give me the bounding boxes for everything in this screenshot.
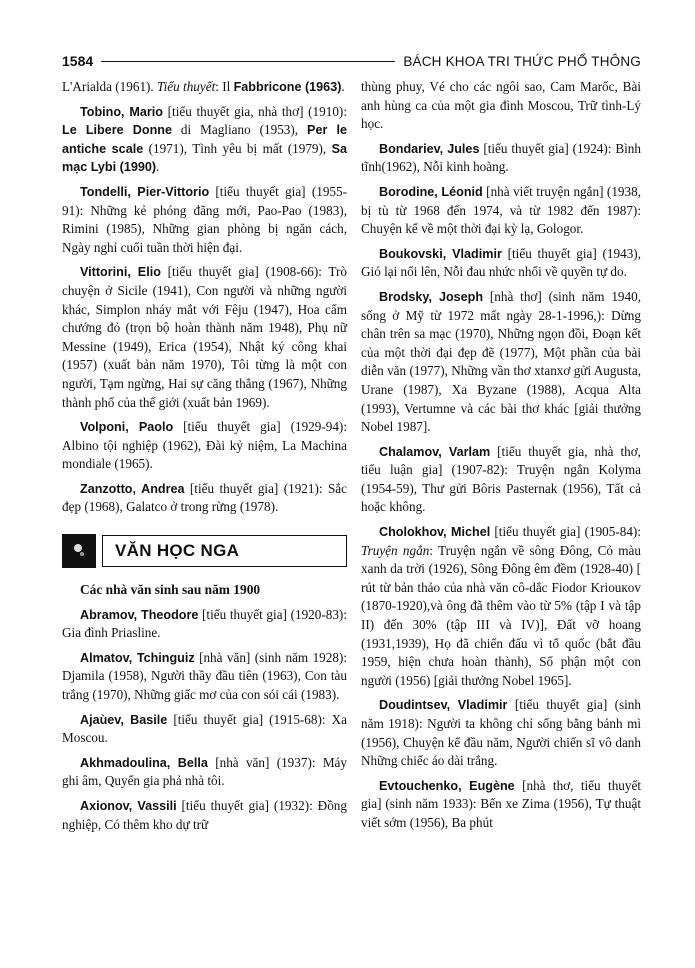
- entry-tondelli: Tondelli, Pier-Vittorio [tiểu thuyết gia] (1955-91): Những kẻ phóng đãng mới, Pao-Pao (1983), Rimini (1985), Những gian phòng bị ngăn cách, Ngày nghỉ cuối tuần thời hiện đại.: [62, 183, 347, 255]
- entry-brodsky: Brodsky, Joseph [nhà thơ] (sinh năm 1940, sống ở Mỹ từ 1972 mất ngày 28-1-1996,): Dừng chân trên sa mạc (1970), Những ngọn đồi, Đoạn kết của một thời đại đẹp đẽ (1977), Một phần của bài diễn văn (1977), Những vần thơ xtanxơ gửi Augusta, Urane (1987), Xa Byzane (1988), Acqua Alta (1993), Vertumne và các bài thơ khác [giải thưởng Nobel 1987].: [361, 288, 641, 435]
- author-name: Boukovski, Vladimir: [379, 246, 502, 261]
- entry-abramov: Abramov, Theodore [tiểu thuyết gia] (1920-83): Gia đình Priasline.: [62, 606, 347, 641]
- entry-ajaev: Ajaùev, Basile [tiểu thuyết gia] (1915-68): Xa Moscou.: [62, 711, 347, 746]
- entry-continuation: L'Arialda (1961). Tiểu thuyết: Il Fabbricone (1963).: [62, 79, 345, 94]
- entry-zanzotto: Zanzotto, Andrea [tiểu thuyết gia] (1921): Sắc đẹp (1968), Galatco ở trong rừng (1978).: [62, 480, 347, 515]
- entry-boukovski: Boukovski, Vladimir [tiểu thuyết gia] (1943), Gió lại nổi lên, Nỗi đau nhức nhối về quyền tự do.: [361, 245, 641, 280]
- author-name: Chalamov, Varlam: [379, 444, 491, 459]
- entry-bondariev: Bondariev, Jules [tiểu thuyết gia] (1924): Bình tĩnh(1962), Nỗi kinh hoàng.: [361, 140, 641, 175]
- author-name: Ajaùev, Basile: [80, 712, 168, 727]
- entry-volponi: Volponi, Paolo [tiểu thuyết gia] (1929-94): Albino tội nghiệp (1962), Đài kỷ niệm, La Machina mondiale (1965).: [62, 419, 347, 472]
- right-column: [361, 78, 641, 839]
- left-column: [62, 78, 347, 840]
- author-name: Cholokhov, Michel: [379, 525, 491, 540]
- author-name: Borodine, Léonid: [379, 184, 483, 199]
- author-name: Evtouchenko, Eugène: [379, 778, 515, 793]
- section-emblem-icon: [62, 534, 96, 568]
- entry-cholokhov: Cholokhov, Michel [tiểu thuyết gia] (1905-84): Truyện ngắn: Truyện ngắn về sông Đông, Cỏ màu xanh da trời (1926), Sông Đông êm đềm (1928-40) [ rút từ bản thảo của nhà văn cô-dắc Fiodor Kriouкov (1870-1920),và ông đã thêm vào từ 5% (tập I và tập II) đến 30% (tập III và IV)], Đất vỡ hoang (1931,1939), Họ đã chiến đấu vì tổ quốc (bắt đầu 1959, hiện chưa hoàn thành), Số phận một con người (1956) [giải thưởng Nobel 1965].: [361, 524, 641, 688]
- entry-vittorini: Vittorini, Elio [tiểu thuyết gia] (1908-66): Trò chuyện ở Sicile (1941), Con người và những người khác, Simplon nháy mắt với Fêju (1947), Hoa cẩm chướng đỏ (trọn bộ hoàn thành năm 1948), Phụ nữ Messine (1949), Erica (1954), Nhật ký công khai (1957) (xuất bản năm 1970), Tôi từng là một con người, Tạm ngừng, Hai sự căng thẳng (1967), Những thành phố của thế giới (xuất bản 1969).: [62, 264, 347, 410]
- subheading: Các nhà văn sinh sau năm 1900: [80, 582, 261, 598]
- entry-chalamov: Chalamov, Varlam [tiểu thuyết gia, nhà thơ, tiểu luận gia] (1907-82): Truyện ngắn Kolyma (1954-59), Thư gửi Bôris Pasternak (1956), Tất cả hoặc không.: [361, 443, 641, 515]
- author-name: Bondariev, Jules: [379, 141, 480, 156]
- section-heading: [62, 531, 347, 571]
- author-name: Brodsky, Joseph: [379, 289, 484, 304]
- author-name: Zanzotto, Andrea: [80, 481, 185, 496]
- author-name: Axionov, Vassili: [80, 799, 177, 813]
- header-rule: [101, 61, 395, 62]
- page-number: 1584: [62, 53, 94, 69]
- entry-evtouchenko: Evtouchenko, Eugène [nhà thơ, tiểu thuyết gia] (sinh năm 1933): Bến xe Zima (1956), Tự thuật viết sớm (1956), Ba phút: [361, 777, 641, 830]
- section-title: VĂN HỌC NGA: [115, 540, 240, 560]
- entry-continuation: thùng phuy, Vé cho các ngôi sao, Cam Marốc, Bài anh hùng ca của một gia đình Moscou, Trữ tình-Lý học.: [361, 79, 641, 132]
- entry-doudintsev: Doudintsev, Vladimir [tiểu thuyết gia] (sinh năm 1918): Người ta không chỉ sống bằng bánh mì (1956), Chuyện kể đầu năm, Người chiến sĩ vô danh Những chiếc áo dài trắng.: [361, 697, 641, 769]
- entry-akhmadoulina: Akhmadoulina, Bella [nhà văn] (1937): Máy ghi âm, Quyển gia phả nhà tôi.: [62, 754, 347, 789]
- page-header: [62, 50, 641, 72]
- author-name: Tobino, Mario: [80, 104, 163, 119]
- entry-axionov: Axionov, Vassili [tiểu thuyết gia] (1932): Đồng nghiệp, Có thêm kho dự trữ: [62, 798, 347, 832]
- author-name: Tondelli, Pier-Vittorio: [80, 184, 210, 199]
- author-name: Akhmadoulina, Bella: [80, 755, 208, 770]
- book-title: BÁCH KHOA TRI THỨC PHỔ THÔNG: [403, 53, 641, 69]
- section-title-box: [102, 535, 347, 567]
- author-name: Almatov, Tchinguiz: [80, 650, 195, 665]
- entry-tobino: Tobino, Mario [tiểu thuyết gia, nhà thơ] (1910): Le Libere Donne di Magliano (1953), Per le antiche scale (1971), Tình yêu bị mất (1979), Sa mạc Lybi (1990).: [62, 103, 348, 175]
- entry-almatov: Almatov, Tchinguiz [nhà văn] (sinh năm 1928): Djamila (1958), Người thầy đầu tiên (1963), Con tàu trắng (1970), Những giấc mơ của con sói cái (1983).: [62, 649, 347, 703]
- entry-borodine: Borodine, Léonid [nhà viết truyện ngắn] (1938, bị tù từ 1968 đến 1974, và từ 1982 đến 1987): Chuyện kể về một thời đại kỳ lạ, Gologor.: [361, 183, 641, 237]
- author-name: Abramov, Theodore: [80, 607, 199, 622]
- author-name: Doudintsev, Vladimir: [379, 698, 508, 713]
- author-name: Volponi, Paolo: [80, 420, 174, 435]
- author-name: Vittorini, Elio: [80, 265, 161, 280]
